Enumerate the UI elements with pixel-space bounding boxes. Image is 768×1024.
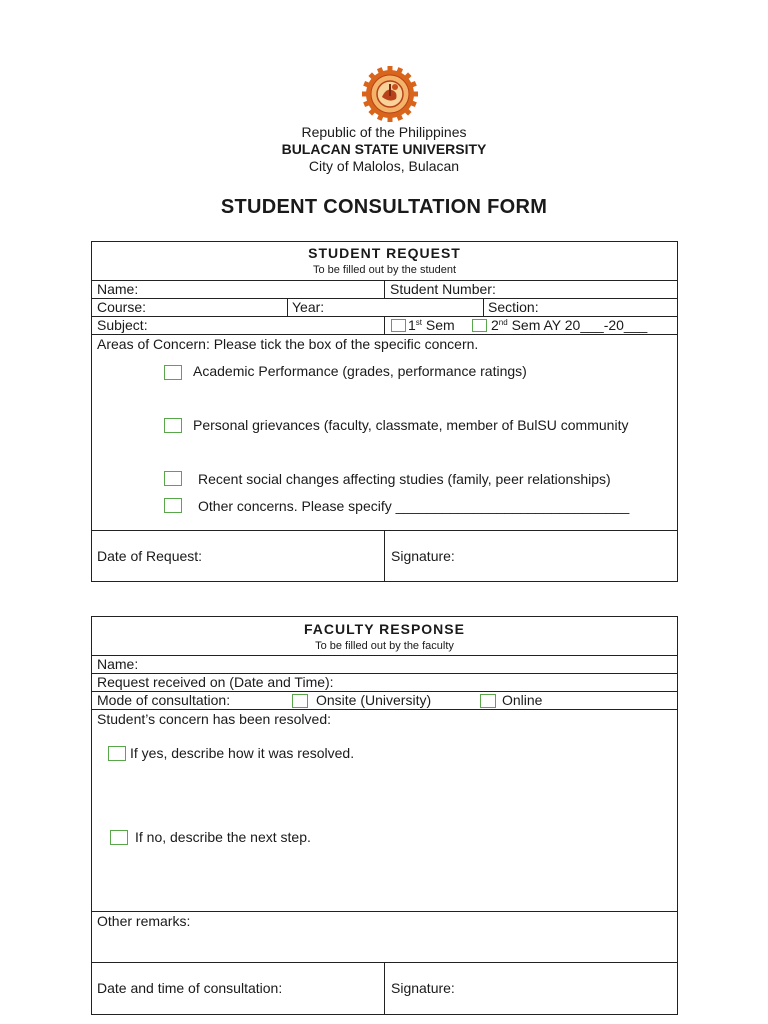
faculty-name-field[interactable]: Name: [97,656,139,672]
divider [384,280,385,298]
concern-personal-label: Personal grievances (faculty, classmate, member of BulSU community [193,417,629,433]
first-sem-checkbox[interactable] [391,319,406,332]
concern-other-checkbox[interactable] [164,498,182,513]
student-number-field[interactable]: Student Number: [390,281,496,297]
course-field[interactable]: Course: [97,299,147,315]
republic-text: Republic of the Philippines [301,124,467,140]
city-text: City of Malolos, Bulacan [308,158,460,174]
divider [483,298,484,316]
other-remarks-field[interactable]: Other remarks: [97,913,191,929]
faculty-response-title: FACULTY RESPONSE [304,621,465,637]
form-title: STUDENT CONSULTATION FORM [220,196,548,218]
concern-personal-checkbox[interactable] [164,418,182,433]
faculty-signature-field[interactable]: Signature: [391,980,455,996]
faculty-response-subtitle: To be filled out by the faculty [315,640,454,652]
divider [92,655,677,656]
subject-field[interactable]: Subject: [97,317,148,333]
divider [384,530,385,582]
online-label: Online [502,692,543,708]
student-request-title: STUDENT REQUEST [308,245,461,261]
mode-of-consultation-label: Mode of consultation: [97,692,231,708]
divider [92,911,677,912]
concern-other-label: Other concerns. Please specify ______________________________ [198,498,630,514]
university-seal-logo [362,66,418,122]
resolved-yes-checkbox[interactable] [108,746,126,761]
resolved-no-checkbox[interactable] [110,830,128,845]
first-sem-label: 1st Sem [408,317,455,333]
resolved-no-label: If no, describe the next step. [135,829,311,845]
onsite-label: Onsite (University) [316,692,432,708]
divider [92,298,677,299]
second-sem-checkbox[interactable] [472,319,487,332]
date-of-request-field[interactable]: Date of Request: [97,548,203,564]
student-signature-field[interactable]: Signature: [391,548,455,564]
student-name-field[interactable]: Name: [97,281,139,297]
student-request-subtitle: To be filled out by the student [312,264,457,276]
section-field[interactable]: Section: [488,299,539,315]
online-checkbox[interactable] [480,694,496,708]
divider [92,334,677,335]
consultation-date-time-field[interactable]: Date and time of consultation: [97,980,283,996]
onsite-checkbox[interactable] [292,694,308,708]
concern-social-checkbox[interactable] [164,471,182,486]
concern-academic-checkbox[interactable] [164,365,182,380]
divider [92,709,677,710]
divider [287,298,288,316]
concern-academic-label: Academic Performance (grades, performance ratings) [193,363,527,379]
concern-resolved-label: Student’s concern has been resolved: [97,711,332,727]
faculty-response-section [91,616,678,1015]
divider [384,962,385,1014]
areas-of-concern-label: Areas of Concern: Please tick the box of the specific concern. [97,336,479,352]
resolved-yes-label: If yes, describe how it was resolved. [130,745,355,761]
university-name: BULACAN STATE UNIVERSITY [281,141,487,157]
second-sem-label: 2nd Sem AY 20___-20___ [491,317,648,333]
divider [384,316,385,334]
year-field[interactable]: Year: [292,299,325,315]
request-received-field[interactable]: Request received on (Date and Time): [97,674,334,690]
student-request-section [91,241,678,582]
concern-social-label: Recent social changes affecting studies (family, peer relationships) [198,471,611,487]
